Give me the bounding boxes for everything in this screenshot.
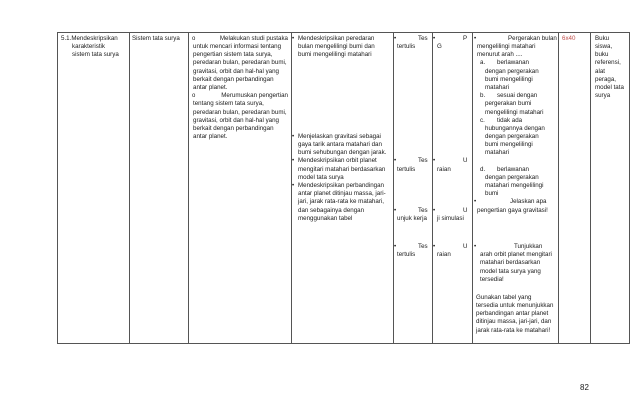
indicator-line: Menjelaskan gravitasi sebagai [298, 133, 381, 140]
form-line: U [463, 243, 468, 250]
bullet-icon: • [292, 133, 295, 140]
option-line: dengan pergerakan [485, 174, 539, 181]
col-border [432, 32, 436, 344]
instrument-line: pengertian gaya gravitasi! [477, 207, 548, 214]
technique-line: tertulis [397, 251, 416, 258]
instrument-line: jarak rata-rata ke matahari! [476, 327, 551, 334]
option-line: berlawanan [497, 59, 529, 66]
form-line: P [463, 35, 468, 42]
option-line: bumi mengelilingi [485, 141, 533, 148]
indicator-line: bumi mengelilingi matahari [298, 51, 372, 58]
table-bottom-border [57, 343, 629, 344]
resource-line: alat [595, 68, 605, 75]
bullet-hollow-icon: o [192, 93, 196, 99]
option-line: matahari mengelilingi [485, 182, 544, 189]
bullet-icon: • [394, 157, 397, 164]
indicator-line: menggunakan tabel [298, 215, 353, 222]
col-border [393, 32, 397, 344]
option-line: bumi mengelilingi [485, 76, 533, 83]
instrument-line: matahari berdasarkan [480, 259, 541, 266]
form-line: raian [437, 251, 451, 258]
option-label: c. [480, 117, 485, 124]
indicator-line: bumi sehubungan dengan jarak. [298, 149, 387, 156]
instrument-line: tersedia untuk menunjukkan [476, 302, 554, 309]
bullet-icon: • [292, 182, 295, 189]
activity-line: tentang sistem tata surya, [193, 100, 264, 107]
bullet-icon: • [433, 157, 436, 164]
col-border [129, 32, 130, 344]
form-line: U [463, 157, 468, 164]
resource-line: peraga, [595, 76, 616, 83]
indicator-line: model tata surya [298, 174, 344, 181]
material-cell: Sistem tata surya [132, 35, 180, 42]
col-border [57, 32, 58, 344]
time-allocation: 6x40 [562, 35, 576, 42]
option-label: d. [480, 166, 486, 173]
instrument-line: menurut arah .... [477, 51, 523, 58]
bullet-icon: • [292, 35, 295, 42]
instrument-line: ditinjau massa, jari-jari, dan [476, 318, 552, 325]
form-line: raian [437, 166, 451, 173]
activity-line: gravitasi, orbit dan hal-hal yang [193, 117, 279, 124]
competency-line: karakteristik [72, 43, 106, 50]
competency-line: 5.1.Mendeskripsikan [61, 35, 118, 42]
activity-line: antar planet. [193, 84, 228, 91]
resource-line: model tata [595, 84, 624, 91]
activity-line: Merumuskan pengertian [221, 92, 288, 99]
option-line: sesuai dengan [497, 92, 538, 99]
bullet-icon: • [433, 207, 436, 214]
col-border [629, 32, 630, 344]
bullet-icon: • [474, 243, 477, 250]
bullet-icon: • [474, 35, 477, 42]
indicator-line: Mendeskripsikan peredaran [298, 35, 375, 42]
resource-line: surya [595, 92, 611, 99]
col-border [472, 32, 473, 344]
instrument-line: arah orbit planet mengitari [480, 251, 552, 258]
competency-line: sistem tata surya [72, 51, 119, 58]
activity-line: gravitasi, orbit dan hal-hal yang [193, 68, 279, 75]
activity-line: berkait dengan perbandingan [193, 125, 274, 132]
resource-line: siswa, [595, 43, 613, 50]
instrument-line: Jelaskan apa [510, 198, 547, 205]
form-line: ji simulasi [437, 215, 464, 222]
bullet-icon: • [292, 157, 295, 164]
instrument-line: Pergerakan bulan [508, 35, 557, 42]
bullet-icon: • [394, 207, 397, 214]
technique-line: Tes [418, 207, 428, 214]
page-number: 82 [580, 383, 589, 392]
bullet-icon: • [433, 35, 436, 42]
option-line: berlawanan [497, 166, 529, 173]
col-border [558, 32, 559, 344]
indicator-line: Mendeskripsikan orbit planet [298, 157, 377, 164]
activity-line: antar planet. [193, 133, 228, 140]
table-top-border [57, 32, 629, 33]
bullet-icon: • [394, 35, 397, 42]
col-border [188, 32, 189, 344]
technique-line: unjuk kerja [397, 215, 427, 222]
indicator-line: antar planet ditinjau massa, jari- [298, 190, 386, 197]
option-line: pergerakan bumi [485, 100, 532, 107]
activity-line: untuk mencari informasi tentang [193, 43, 282, 50]
activity-line: peredaran bulan, peredaran bumi, [193, 109, 287, 116]
bullet-hollow-icon: o [192, 36, 196, 42]
technique-line: Tes [418, 35, 428, 42]
technique-line: Tes [418, 157, 428, 164]
option-line: bumi [485, 190, 499, 197]
technique-line: tertulis [397, 166, 416, 173]
indicator-line: Mendeskripsikan perbandingan [298, 182, 384, 189]
option-line: tidak ada [497, 117, 523, 124]
bullet-icon: • [474, 198, 477, 205]
instrument-line: Gunakan tabel yang [476, 294, 532, 301]
option-line: matahari [485, 84, 510, 91]
option-line: matahari [485, 149, 510, 156]
technique-line: tertulis [397, 43, 416, 50]
indicator-line: gaya tarik antara matahari dan [298, 141, 382, 148]
form-line: U [463, 207, 468, 214]
bullet-icon: • [433, 243, 436, 250]
activity-line: berkait dengan perbandingan [193, 76, 274, 83]
option-label: a. [480, 59, 486, 66]
option-line: mengelilingi matahari [485, 109, 544, 116]
instrument-line: perbandingan antar planet [476, 310, 549, 317]
indicator-line: jari, jarak rata-rata ke matahari, [298, 198, 384, 205]
option-line: dengan pergerakan [485, 68, 539, 75]
form-line: G [437, 43, 442, 50]
indicator-line: bulan mengelilingi bumi dan [298, 43, 375, 50]
option-line: dengan pergerakan [485, 133, 539, 140]
instrument-line: model tata surya yang [480, 268, 541, 275]
resource-line: buku [595, 51, 609, 58]
resource-line: referensi, [595, 59, 621, 66]
instrument-line: Tunjukkan [514, 243, 543, 250]
bullet-icon: • [394, 243, 397, 250]
option-label: b. [480, 92, 486, 99]
resource-line: Buku [595, 35, 610, 42]
activity-line: pengertian sistem tata surya, [193, 51, 273, 58]
indicator-line: mengitari matahari berdasarkan [298, 166, 386, 173]
instrument-line: mengelilingi matahari [477, 43, 536, 50]
col-border [590, 32, 591, 344]
activity-line: peredaran bulan, peredaran bumi, [193, 59, 287, 66]
indicator-line: dan sebagainya dengan [298, 207, 365, 214]
activity-line: Melakukan studi pustaka [219, 35, 288, 42]
instrument-line: tersedia! [480, 276, 504, 283]
option-line: hubungannya dengan [485, 125, 545, 132]
technique-line: Tes [418, 243, 428, 250]
